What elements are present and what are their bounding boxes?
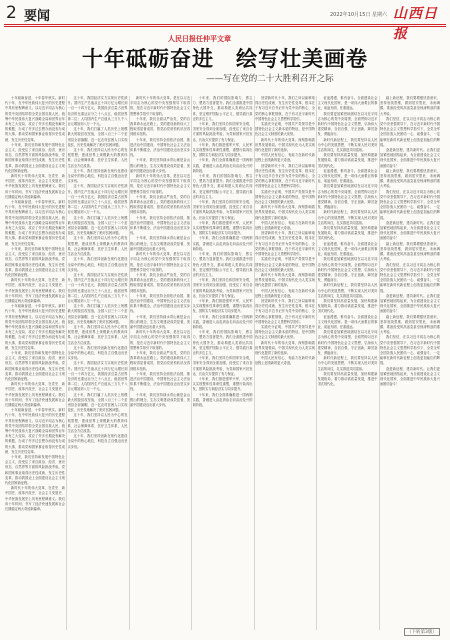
column-divider [66,96,67,630]
text-column [380,96,440,630]
text-column [318,96,378,630]
body-paragraph: 我们要更加紧密地团结在以习近平同志为核心的党中央周围，全面贯彻习近平新时代中国特色社会主义思想，弘扬伟大建党精神，自信自强、守正创新，踔厉奋发、勇毅前行。 [317,330,378,355]
column-text [318,96,378,387]
body-paragraph: 我们坚信，在以习近平同志为核心的党中央坚强领导下，在习近平新时代中国特色社会主义思想科学指引下，全党全军全国各族人民团结一心、顽强奋斗，一定能够在新时代新征程上创造更加灿烂的辉煌。 [380,116,440,147]
body-paragraph: 我们坚信，在以习近平同志为核心的党中央坚强领导下，在习近平新时代中国特色社会主义思想科学指引下，全党全军全国各族人民团结一心、顽强奋斗，一定能够在新时代新征程上创造更加灿烂的辉煌。 [380,189,440,220]
body-paragraph: 这十年，我们坚持以人民为中心的发展思想，建成世界上规模最大的教育体系、社会保障体系、医疗卫生体系，人民生活全方位改善。 [67,148,128,168]
body-paragraph: 十年砥砺奋进，十年春华秋实。新时代十年，在中华民族伟大复兴的历史进程中具有里程碑意义。以习近平同志为核心的党中央团结带领全党全国各族人民，统筹中华民族伟大复兴战略全局和世界百年未有之大变局，攻克了许多长期没有解决的难题，办成了许多过去想办而没有办成的大事，推动党和国家事业取得历史性成就、发生历史性变革。 [5,304,65,350]
body-paragraph: 这十年，我国经济实力实现历史性跃升。国内生产总值从五十四万亿元增长到一百一十四万亿元，我国经济总量占世界经济的比重达百分之十八点五，稳居世界第二位；人均国内生产总值从三万九千八百元增加到八万一千元。 [67,272,128,303]
body-paragraph: 我们坚信，在以习近平同志为核心的党中央坚强领导下，在习近平新时代中国特色社会主义思想科学指引下，全党全军全国各族人民团结一心、顽强奋斗，一定能够在新时代新征程上创造更加灿烂的辉煌。 [380,262,440,293]
body-paragraph: 十年来，我们推进强军兴军，人民军队实现整体性革命性重塑，重整行装再出发，国防实力和经济实力同步提升。 [192,220,253,236]
body-paragraph: 十年来，我们坚持绿水青山就是金山银山的理念，生态文明建设成效显著，美丽中国建设迈出重大步伐。 [130,392,190,407]
body-paragraph: 新时代十年的伟大变革，深刻影响着世界发展格局。中国式现代化为人类实现现代化提供了新的选择。 [255,205,315,220]
body-paragraph: 我们要更加紧密地团结在以习近平同志为核心的党中央周围，全面贯彻习近平新时代中国特色社会主义思想，弘扬伟大建党精神，自信自强、守正创新，踔厉奋发、勇毅前行。 [317,184,378,210]
body-paragraph: 十年来，我们坚持总体国家安全观，国家安全得到全面加强，经受住了来自各方面的风险挑战考验，为党和国家兴旺发达、长治久安提供了有力保证。 [192,356,253,376]
body-paragraph: 十年来，我们坚持全面依法治国，推进法治中国建设，中国特色社会主义法治体系不断健全，法治中国建设迈出坚实步伐。 [130,137,190,158]
body-paragraph: 我们要坚持高质量发展，加快构建新发展格局，着力推动高质量发展，推进中国式现代化。 [317,298,378,314]
body-paragraph: 这十年，我们坚持创新在现代化建设全局中的核心地位，科技自立自强迈出坚实步伐。 [67,168,128,184]
body-paragraph: 新时代十年的伟大变革，在党史、新中国史、改革开放史、社会主义发展史、中华民族发展史上具有里程碑意义。我们用十年时间，书写了经济快速发展和社会长期稳定两大奇迹新篇章。 [5,174,65,199]
body-paragraph: 十年砥砺奋进，十年春华秋实。新时代十年，在中华民族伟大复兴的历史进程中具有里程碑意义。以习近平同志为核心的党中央团结带领全党全国各族人民，统筹中华民族伟大复兴战略全局和世界百年未有之大变局，攻克了许多长期没有解决的难题，办成了许多过去想办而没有办成的大事，推动党和国家事业取得历史性成就、发生历史性变革。 [5,200,65,246]
body-paragraph: 新时代十年的伟大变革，是在以习近平同志为核心的党中央坚强领导下取得的，是在习近平新时代中国特色社会主义思想科学指引下取得的。 [130,96,190,116]
body-paragraph: 新时代十年的伟大变革，是在以习近平同志为核心的党中央坚强领导下取得的，是在习近平新时代中国特色社会主义思想科学指引下取得的。 [130,252,190,272]
body-paragraph: 十年来，我们全面从严治党，党的自我革命永远在路上。党的建设新的伟大工程取得显著成效，管党治党宽松软状况得到根本扭转。 [130,272,190,293]
body-paragraph: 征途漫漫，惟有奋斗。全面建设社会主义现代化国家，是一项伟大而艰巨的事业，前途光明，任重道远。 [317,168,378,184]
body-paragraph: 这十年，我们坚持创新在现代化建设全局中的核心地位，科技自立自强迈出坚实步伐。 [67,345,128,361]
body-paragraph: 踏上新征程，我们要增强忧患意识，坚持底线思维，做到居安思危、未雨绸缪，准备经受风高浪急甚至惊涛骇浪的重大考验。 [380,168,440,189]
body-paragraph: 踏上新征程，我们要增强忧患意识，坚持底线思维，做到居安思危、未雨绸缪，准备经受风高浪急甚至惊涛骇浪的重大考验。 [380,96,440,116]
column-divider [191,96,192,630]
body-paragraph: 征途漫漫，惟有奋斗。全面建设社会主义现代化国家，是一项伟大而艰巨的事业，前途光明，任重道远。 [317,241,378,257]
column-text [380,96,440,387]
body-paragraph: 十年来，我们推进强军兴军，人民军队实现整体性革命性重塑，重整行装再出发，国防实力和经济实力同步提升。 [192,298,253,314]
body-paragraph: 奋进新征程，建功新时代。让我们更加紧密地团结起来，为全面建设社会主义现代化国家、全面推进中华民族伟大复兴而团结奋斗！ [380,366,440,387]
body-paragraph: 十年来，我们坚持和发展中国特色社会主义，经受住了来自政治、经济、意识形态、自然界等方面的风险挑战考验，党和国家事业取得历史性成就、发生历史性变革，推动我国迈上全面建设社会主义现代化国家新征程。 [5,142,65,173]
text-column [255,96,315,630]
body-paragraph: 踏上新征程，我们要增强忧患意识，坚持底线思维，做到居安思危、未雨绸缪，准备经受风高浪急甚至惊涛骇浪的重大考验。 [380,241,440,262]
article-subhead-text: ——写在党的二十大胜利召开之际 [206,74,334,84]
body-paragraph: 这十年，我们打赢了人类历史上规模最大的脱贫攻坚战，全国八百三十二个贫困县全部摘帽，近一亿农村贫困人口实现脱贫，历史性地解决了绝对贫困问题。 [67,215,128,236]
body-paragraph: 新时代十年的伟大变革，是在以习近平同志为核心的党中央坚强领导下取得的，是在习近平新时代中国特色社会主义思想科学指引下取得的。 [130,330,190,350]
body-paragraph: 十年来，我们坚持绿水青山就是金山银山的理念，生态文明建设成效显著，美丽中国建设迈出重大步伐。 [130,236,190,251]
body-paragraph: 十年来，我们的国际影响力、感召力、塑造力显著提升。我们全面推进中国特色大国外交，推动构建人类命运共同体，坚定维护国际公平正义，倡导践行真正的多边主义。 [192,96,253,121]
body-paragraph: 十年来，我们坚持全面依法治国，推进法治中国建设，中国特色社会主义法治体系不断健全，法治中国建设迈出坚实步伐。 [130,293,190,314]
date-line: 2022年10月15日 星期六 [330,12,388,18]
column-divider [129,96,130,630]
body-paragraph: 中国人民有信心、有能力在新时代新征程上创造新的更大奇迹。 [255,288,315,298]
body-paragraph: 十年来，我们坚持总体国家安全观，国家安全得到全面加强，经受住了来自各方面的风险挑战考验，为党和国家兴旺发达、长治久安提供了有力保证。 [192,200,253,220]
body-paragraph: 十年来，我们全面从严治党，党的自我革命永远在路上。党的建设新的伟大工程取得显著成效，管党治党宽松软状况得到根本扭转。 [130,350,190,371]
text-column [193,96,253,630]
body-paragraph: 十年砥砺奋进，十年春华秋实。新时代十年，在中华民族伟大复兴的历史进程中具有里程碑意义。以习近平同志为核心的党中央团结带领全党全国各族人民，统筹中华民族伟大复兴战略全局和世界百年未有之大变局，攻克了许多长期没有解决的难题，办成了许多过去想办而没有办成的大事，推动党和国家事业取得历史性成就、发生历史性变革。 [5,96,65,142]
body-paragraph: 这十年，我国经济实力实现历史性跃升。国内生产总值从五十四万亿元增长到一百一十四万亿元，我国经济总量占世界经济的比重达百分之十八点五，稳居世界第二位；人均国内生产总值从三万九千八百元增加到八万一千元。 [67,361,128,392]
body-paragraph: 这十年，我们打赢了人类历史上规模最大的脱贫攻坚战，全国八百三十二个贫困县全部摘帽，近一亿农村贫困人口实现脱贫，历史性地解决了绝对贫困问题。 [67,392,128,413]
body-paragraph: 新时代新征程上，我们要坚持以人民为中心的发展思想，不断实现人民对美好生活的向往，扎实推进共同富裕。 [317,137,378,153]
continued-note: （下转第3版） [404,628,440,636]
body-paragraph: 中国人民有信心、有能力在新时代新征程上创造新的更大奇迹。 [255,356,315,366]
body-paragraph: 这十年，我们坚持以人民为中心的发展思想，建成世界上规模最大的教育体系、社会保障体系、医疗卫生体系，人民生活全方位改善。 [67,324,128,345]
body-paragraph: 十年来，我们坚持总体国家安全观，国家安全得到全面加强，经受住了来自各方面的风险挑战考验，为党和国家兴旺发达、长治久安提供了有力保证。 [192,122,253,142]
body-paragraph: 十年来，我们坚持和发展中国特色社会主义，经受住了来自政治、经济、意识形态、自然界等方面的风险挑战考验，党和国家事业取得历史性成就、发生历史性变革，推动我国迈上全面建设社会主义现代化国家新征程。 [5,350,65,381]
body-paragraph: 踏上新征程，我们要增强忧患意识，坚持底线思维，做到居安思危、未雨绸缪，准备经受风高浪急甚至惊涛骇浪的重大考验。 [380,314,440,335]
body-paragraph: 我们要坚持高质量发展，加快构建新发展格局，着力推动高质量发展，推进中国式现代化。 [317,371,378,387]
column-text [193,96,253,408]
body-paragraph: 十年来，我们全面准确推进一国两制实践，香港进入由乱到治走向由治及兴的新阶段。 [192,158,253,173]
body-paragraph: 十年来，我们推进强军兴军，人民军队实现整体性革命性重塑，重整行装再出发，国防实力和经济实力同步提升。 [192,142,253,158]
article-headline: 十年砥砺奋进 绘写壮美画卷 [82,47,368,71]
text-column [5,96,65,630]
body-paragraph: 十年砥砺奋进，十年春华秋实。新时代十年，在中华民族伟大复兴的历史进程中具有里程碑意义。以习近平同志为核心的党中央团结带领全党全国各族人民，统筹中华民族伟大复兴战略全局和世界百年未有之大变局，攻克了许多长期没有解决的难题，办成了许多过去想办而没有办成的大事，推动党和国家事业取得历史性成就、发生历史性变革。 [5,408,65,454]
body-paragraph: 十年来，我们坚持全面依法治国，推进法治中国建设，中国特色社会主义法治体系不断健全，法治中国建设迈出坚实步伐。 [130,215,190,236]
body-paragraph: 十年来，我们的国际影响力、感召力、塑造力显著提升。我们全面推进中国特色大国外交，推动构建人类命运共同体，坚定维护国际公平正义，倡导践行真正的多边主义。 [192,252,253,277]
body-paragraph: 新时代十年的伟大变革，在党史、新中国史、改革开放史、社会主义发展史、中华民族发展史上具有里程碑意义。我们用十年时间，书写了经济快速发展和社会长期稳定两大奇迹新篇章。 [5,486,65,512]
body-paragraph: 新时代新征程上，我们要坚持以人民为中心的发展思想，不断实现人民对美好生活的向往，扎实推进共同富裕。 [317,356,378,371]
column-divider [316,96,317,630]
body-paragraph: 这十年，我们打赢了人类历史上规模最大的脱贫攻坚战，全国八百三十二个贫困县全部摘帽，近一亿农村贫困人口实现脱贫，历史性地解决了绝对贫困问题。 [67,127,128,147]
body-paragraph: 这十年，我们坚持创新在现代化建设全局中的核心地位，科技自立自强迈出坚实步伐。 [67,257,128,272]
body-paragraph: 新时代十年的伟大变革，在党史、新中国史、改革开放史、社会主义发展史、中华民族发展史上具有里程碑意义。我们用十年时间，书写了经济快速发展和社会长期稳定两大奇迹新篇章。 [5,278,65,303]
newspaper-masthead: 山西日报 [393,6,438,42]
body-paragraph: 奋进新征程，建功新时代。让我们更加紧密地团结起来，为全面建设社会主义现代化国家、全面推进中华民族伟大复兴而团结奋斗！ [380,220,440,241]
body-paragraph: 我们要更加紧密地团结在以习近平同志为核心的党中央周围，全面贯彻习近平新时代中国特色社会主义思想，弘扬伟大建党精神，自信自强、守正创新，踔厉奋发、勇毅前行。 [317,111,378,137]
column-text [5,96,65,512]
body-paragraph: 这十年，我们打赢了人类历史上规模最大的脱贫攻坚战，全国八百三十二个贫困县全部摘帽，近一亿农村贫困人口实现脱贫，历史性地解决了绝对贫困问题。 [67,304,128,324]
body-paragraph: 十年来，我们坚持和发展中国特色社会主义，经受住了来自政治、经济、意识形态、自然界等方面的风险挑战考验，党和国家事业取得历史性成就、发生历史性变革，推动我国迈上全面建设社会主义现代化国家新征程。 [5,246,65,277]
column-text [130,96,190,408]
body-paragraph: 实践充分证明，中国共产党领导是中国特色社会主义最本质的特征，是中国特色社会主义制度的最大优势。 [255,189,315,205]
body-paragraph: 十年来，我们坚持和发展中国特色社会主义，经受住了来自政治、经济、意识形态、自然界等方面的风险挑战考验，党和国家事业取得历史性成就、发生历史性变革，推动我国迈上全面建设社会主义现代化国家新征程。 [5,455,65,486]
body-paragraph: 新时代十年的伟大变革，深刻影响着世界发展格局。中国式现代化为人类实现现代化提供了新的选择。 [255,137,315,153]
body-paragraph: 十年来，我们全面从严治党，党的自我革命永远在路上。党的建设新的伟大工程取得显著成效，管党治党宽松软状况得到根本扭转。 [130,194,190,215]
body-paragraph: 实践充分证明，中国共产党领导是中国特色社会主义最本质的特征，是中国特色社会主义制度的最大优势。 [255,257,315,272]
body-paragraph: 新时代十年的伟大变革，深刻影响着世界发展格局。中国式现代化为人类实现现代化提供了新的选择。 [255,340,315,355]
body-paragraph: 新时代十年的伟大变革，深刻影响着世界发展格局。中国式现代化为人类实现现代化提供了新的选择。 [255,272,315,288]
body-paragraph: 十年来，我们全面准确推进一国两制实践，香港进入由乱到治走向由治及兴的新阶段。 [192,314,253,329]
body-paragraph: 我们要坚持高质量发展，加快构建新发展格局，着力推动高质量发展，推进中国式现代化。 [317,226,378,241]
body-paragraph: 十年来，我们全面从严治党，党的自我革命永远在路上。党的建设新的伟大工程取得显著成效，管党治党宽松软状况得到根本扭转。 [130,116,190,137]
header-rule [4,24,446,25]
section-title: 要闻 [24,9,51,24]
body-paragraph: 十年来，我们坚持全面依法治国，推进法治中国建设，中国特色社会主义法治体系不断健全，法治中国建设迈出坚实步伐。 [130,371,190,392]
body-paragraph: 回望新时代十年，我们之所以能够取得历史性成就、发生历史性变革，根本在于有习近平总书记作为党中央的核心、全党的核心掌舵领航，在于有习近平新时代中国特色社会主义思想科学指引。 [255,96,315,121]
body-paragraph: 新时代十年的伟大变革，在党史、新中国史、改革开放史、社会主义发展史、中华民族发展史上具有里程碑意义。我们用十年时间，书写了经济快速发展和社会长期稳定两大奇迹新篇章。 [5,382,65,407]
column-divider [379,96,380,630]
body-paragraph: 十年来，我们坚持绿水青山就是金山银山的理念，生态文明建设成效显著，美丽中国建设迈出重大步伐。 [130,158,190,173]
body-paragraph: 十年来，我们推进强军兴军，人民军队实现整体性革命性重塑，重整行装再出发，国防实力和经济实力同步提升。 [192,376,253,392]
column-text [255,96,315,367]
body-paragraph: 回望新时代十年，我们之所以能够取得历史性成就、发生历史性变革，根本在于有习近平总书记作为党中央的核心、全党的核心掌舵领航，在于有习近平新时代中国特色社会主义思想科学指引。 [255,298,315,324]
body-paragraph: 我们要坚持高质量发展，加快构建新发展格局，着力推动高质量发展，推进中国式现代化。 [317,153,378,168]
body-paragraph: 十年来，我们坚持总体国家安全观，国家安全得到全面加强，经受住了来自各方面的风险挑战考验，为党和国家兴旺发达、长治久安提供了有力保证。 [192,278,253,298]
body-paragraph: 中国人民有信心、有能力在新时代新征程上创造新的更大奇迹。 [255,220,315,231]
body-paragraph: 奋进新征程，建功新时代。让我们更加紧密地团结起来，为全面建设社会主义现代化国家、全面推进中华民族伟大复兴而团结奋斗！ [380,148,440,168]
body-paragraph: 这十年，我们坚持以人民为中心的发展思想，建成世界上规模最大的教育体系、社会保障体系、医疗卫生体系，人民生活全方位改善。 [67,236,128,257]
body-paragraph: 实践充分证明，中国共产党领导是中国特色社会主义最本质的特征，是中国特色社会主义制度的最大优势。 [255,122,315,137]
body-paragraph: 十年来，我们全面准确推进一国两制实践，香港进入由乱到治走向由治及兴的新阶段。 [192,392,253,407]
article-kicker: 人民日报任仲平文章 [168,35,231,43]
text-column [68,96,128,630]
body-paragraph: 我们坚信，在以习近平同志为核心的党中央坚强领导下，在习近平新时代中国特色社会主义思想科学指引下，全党全军全国各族人民团结一心、顽强奋斗，一定能够在新时代新征程上创造更加灿烂的辉煌。 [380,335,440,366]
body-paragraph: 新时代新征程上，我们要坚持以人民为中心的发展思想，不断实现人民对美好生活的向往，扎实推进共同富裕。 [317,283,378,298]
body-paragraph: 奋进新征程，建功新时代。让我们更加紧密地团结起来，为全面建设社会主义现代化国家、全面推进中华民族伟大复兴而团结奋斗！ [380,293,440,314]
body-paragraph: 这十年，我国经济实力实现历史性跃升。国内生产总值从五十四万亿元增长到一百一十四万亿元，我国经济总量占世界经济的比重达百分之十八点五，稳居世界第二位；人均国内生产总值从三万九千八百元增加到八万一千元。 [67,184,128,215]
body-paragraph: 中国人民有信心、有能力在新时代新征程上创造新的更大奇迹。 [255,153,315,163]
body-paragraph: 征途漫漫，惟有奋斗。全面建设社会主义现代化国家，是一项伟大而艰巨的事业，前途光明，任重道远。 [317,96,378,111]
body-paragraph: 回望新时代十年，我们之所以能够取得历史性成就、发生历史性变革，根本在于有习近平总书记作为党中央的核心、全党的核心掌舵领航，在于有习近平新时代中国特色社会主义思想科学指引。 [255,231,315,257]
body-paragraph: 这十年，我们坚持创新在现代化建设全局中的核心地位，科技自立自强迈出坚实步伐。 [67,434,128,449]
body-paragraph: 新时代十年的伟大变革，是在以习近平同志为核心的党中央坚强领导下取得的，是在习近平新时代中国特色社会主义思想科学指引下取得的。 [130,174,190,194]
body-paragraph: 十年来，我们坚持绿水青山就是金山银山的理念，生态文明建设成效显著，美丽中国建设迈出重大步伐。 [130,314,190,329]
page-number: 2 [6,3,17,23]
body-paragraph: 回望新时代十年，我们之所以能够取得历史性成就、发生历史性变革，根本在于有习近平总书记作为党中央的核心、全党的核心掌舵领航，在于有习近平新时代中国特色社会主义思想科学指引。 [255,163,315,189]
body-paragraph: 这十年，我们坚持以人民为中心的发展思想，建成世界上规模最大的教育体系、社会保障体系、医疗卫生体系，人民生活全方位改善。 [67,413,128,433]
body-paragraph: 这十年，我国经济实力实现历史性跃升。国内生产总值从五十四万亿元增长到一百一十四万亿元，我国经济总量占世界经济的比重达百分之十八点五，稳居世界第二位；人均国内生产总值从三万九千八百元增加到八万一千元。 [67,96,128,127]
header-rule-thin [4,26,446,27]
body-paragraph: 我们要更加紧密地团结在以习近平同志为核心的党中央周围，全面贯彻习近平新时代中国特色社会主义思想，弘扬伟大建党精神，自信自强、守正创新，踔厉奋发、勇毅前行。 [317,257,378,283]
article-subhead [0,72,450,84]
body-paragraph: 实践充分证明，中国共产党领导是中国特色社会主义最本质的特征，是中国特色社会主义制度的最大优势。 [255,324,315,340]
body-paragraph: 新时代新征程上，我们要坚持以人民为中心的发展思想，不断实现人民对美好生活的向往，扎实推进共同富裕。 [317,210,378,225]
column-text [68,96,128,450]
body-paragraph: 征途漫漫，惟有奋斗。全面建设社会主义现代化国家，是一项伟大而艰巨的事业，前途光明，任重道远。 [317,314,378,329]
body-paragraph: 十年来，我们全面准确推进一国两制实践，香港进入由乱到治走向由治及兴的新阶段。 [192,236,253,251]
column-divider [254,96,255,630]
body-paragraph: 十年来，我们的国际影响力、感召力、塑造力显著提升。我们全面推进中国特色大国外交，推动构建人类命运共同体，坚定维护国际公平正义，倡导践行真正的多边主义。 [192,330,253,355]
body-paragraph: 十年来，我们的国际影响力、感召力、塑造力显著提升。我们全面推进中国特色大国外交，推动构建人类命运共同体，坚定维护国际公平正义，倡导践行真正的多边主义。 [192,174,253,199]
text-column [130,96,190,630]
